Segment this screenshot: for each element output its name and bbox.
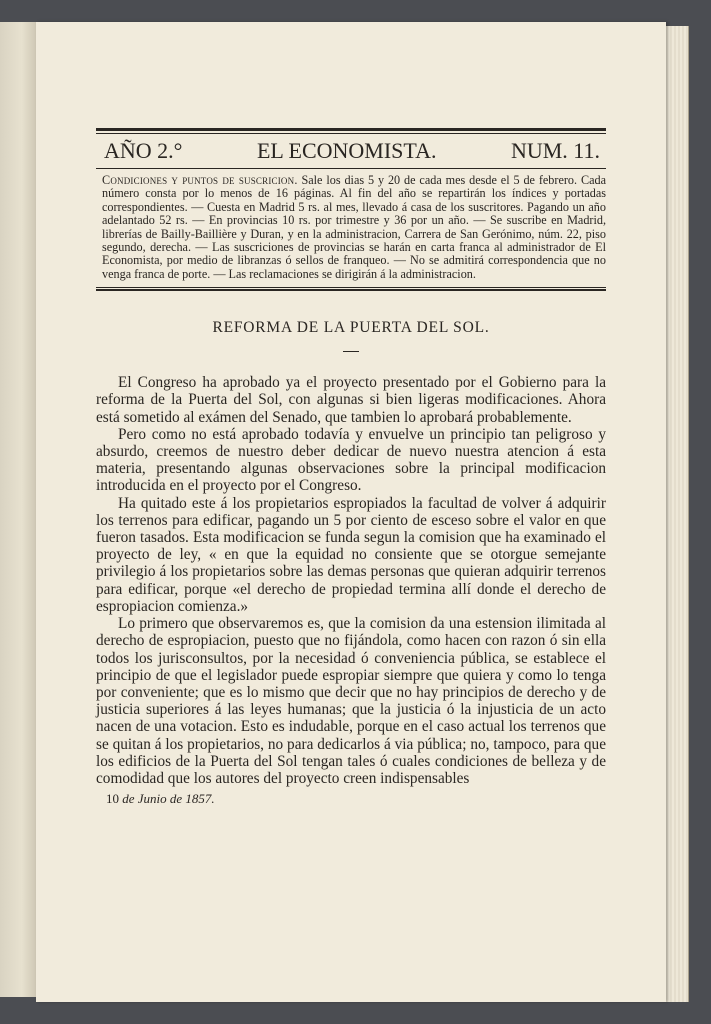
- left-page-edge: [0, 22, 37, 997]
- masthead: [96, 134, 606, 166]
- masthead-bottom-rule: [96, 168, 606, 169]
- article-title: REFORMA DE LA PUERTA DEL SOL.: [212, 319, 490, 337]
- subscription-conditions: [102, 174, 606, 281]
- article-paragraph-1: El Congreso ha aprobado ya el proyecto presentado por el Gobierno para la reforma de la Puerta del Sol, con algunas si bien ligeras modificaciones. Ahora está sometido al exámen del Senado, que tambien lo aprobará probablemente.: [96, 374, 606, 426]
- conditions-heading: Condiciones y puntos de suscricion.: [102, 173, 298, 187]
- masthead-title: EL ECONOMISTA.: [256, 138, 437, 163]
- article-paragraph-3: Ha quitado este á los propietarios espropiados la facultad de volver á adquirir los terrenos para edificar, pagando un 5 por ciento de esceso sobre el valor en que fueron tasados. Esta modificacion se funda segun la comision que ha examinado el proyecto de ley, « en que la equidad no consiente que se otorgue semejante privilegio á los propietarios sobre las demas personas que quieran adquirir terrenos para edificar, porque «el derecho de propiedad termina allí donde el derecho de espropiacion comienza.»: [96, 494, 606, 615]
- dateline-day: 10: [106, 791, 119, 807]
- title-dash: [343, 351, 359, 352]
- article-paragraph-2: Pero como no está aprobado todavía y envuelve un principio tan peligroso y absurdo, creemos de nuestro deber dedicar de nuevo nuestra atencion á esta materia, presentando algunas observaciones sobre la principal modificacion introducida en el proyecto por el Congreso.: [96, 425, 606, 495]
- dateline: [106, 791, 606, 807]
- article-paragraph-4: Lo primero que observaremos es, que la comision da una estension ilimitada al derecho de espropiacion, puesto que no fijándola, como hacen con razon ó sin ella todos los jurisconsultos, por la necesidad ó conveniencia pública, se establece el principio de que el legislador puede espropiar siempre que quiera y como lo tenga por conveniente; que es lo mismo que decir que no hay principios de derecho y de justicia superiores á las leyes humanas; que la justicia ó la injusticia de un acto nacen de una votacion. Esto es indudable, porque en el caso actual los terrenos que se quitan á los propietarios, no para dedicarlos á via pública; no, tampoco, para que los edificios de la Puerta del Sol tengan tales ó cuales condiciones de belleza y de comodidad que los autores del proyecto creen indispensables: [96, 615, 606, 787]
- masthead-year: AÑO 2.°: [104, 138, 183, 163]
- page-content: [96, 128, 606, 807]
- masthead-number: NUM. 11.: [510, 138, 600, 163]
- dateline-rest: de Junio de 1857.: [122, 791, 215, 807]
- conditions-text: Sale los dias 5 y 20 de cada mes desde el 5 de febrero. Cada número consta por lo menos de 16 páginas. Al fin del año se repartirán los índices y portadas correspondientes. — Cuesta en Madrid 5 rs. al mes, llevado á casa de los suscritores. Pagando un año adelantado 52 rs. — En provincias 10 rs. por trimestre y 36 por un año. — Se suscribe en Madrid, librerías de Bailly-Baillière y Duran, y en la administracion, Carrera de San Gerónimo, núm. 22, piso segundo, derecha. — Las suscriciones de provincias se harán en carta franca al administrador de El Economista, por medio de libranzas ó sellos de franqueo. — No se admitirá correspondencia que no venga franca de porte. — Las reclamaciones se dirigirán á la administracion.: [102, 173, 607, 281]
- conditions-rule: [96, 287, 606, 291]
- article-body: [96, 374, 606, 787]
- document-page: [36, 22, 666, 1002]
